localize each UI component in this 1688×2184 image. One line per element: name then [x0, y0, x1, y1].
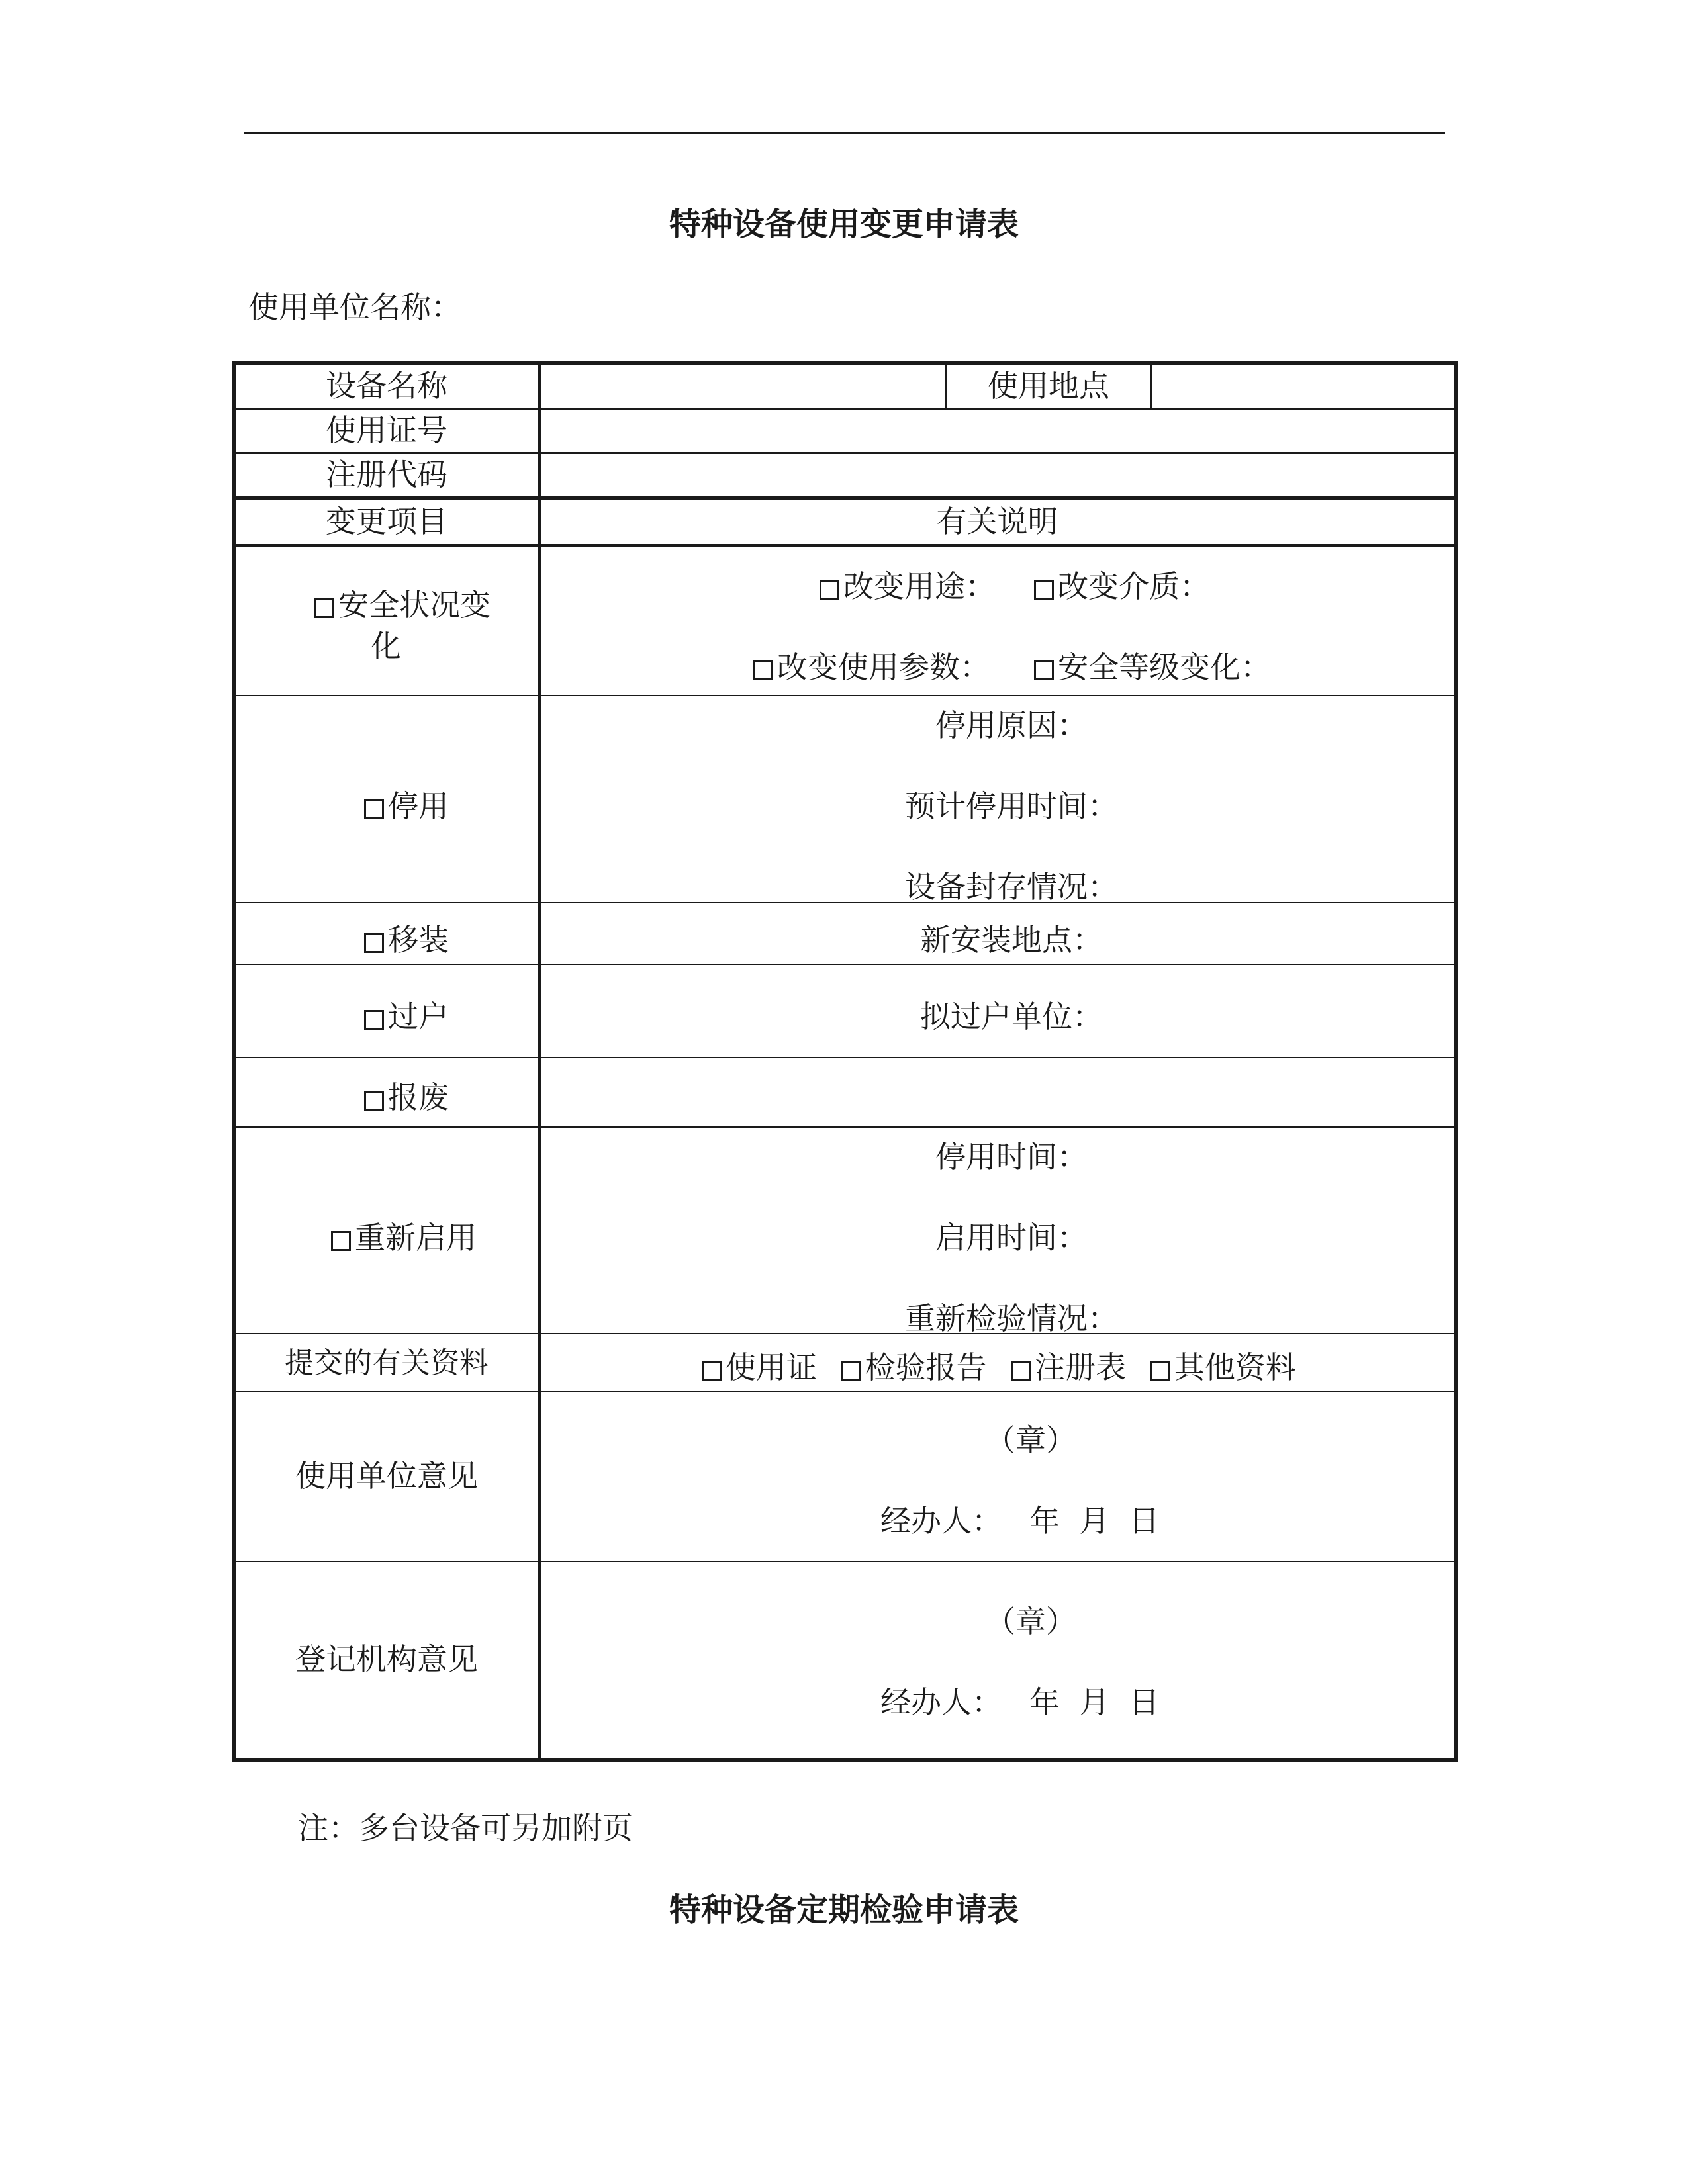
checkbox-icon[interactable]: [364, 933, 384, 953]
transfer-option[interactable]: [364, 993, 449, 1036]
unit-name-label: 使用单位名称：: [248, 289, 461, 325]
use-location-value[interactable]: [1152, 365, 1454, 408]
opt-label: 使用证: [726, 1349, 817, 1385]
opt-label: 安全等级变化：: [1058, 649, 1271, 685]
footnote: 注：多台设备可另加附页: [298, 1810, 633, 1846]
suspend-planned-time: 预计停用时间：: [905, 788, 1118, 824]
opt-registration-form[interactable]: [1011, 1343, 1126, 1387]
opt-label: 改变介质：: [1058, 569, 1210, 604]
header-rule: [244, 132, 1445, 134]
suspend-reason: 停用原因：: [935, 707, 1088, 743]
checkbox-icon[interactable]: [1011, 1361, 1031, 1381]
opt-safety-level[interactable]: [1034, 643, 1271, 687]
restart-option[interactable]: [331, 1214, 477, 1257]
table-border-bottom: [232, 1758, 1458, 1762]
checkbox-icon[interactable]: [702, 1361, 722, 1381]
column-divider: [538, 361, 541, 1762]
scrap-option[interactable]: [364, 1073, 449, 1117]
unit-opinion-handler: 经办人：: [880, 1503, 1002, 1539]
checkbox-icon[interactable]: [364, 799, 384, 819]
checkbox-icon[interactable]: [314, 598, 334, 618]
restart-reinspect: 重新检验情况：: [905, 1300, 1118, 1336]
reg-code-value[interactable]: [541, 454, 1454, 496]
opt-label: 改变使用参数：: [777, 649, 990, 685]
opt-change-purpose[interactable]: [820, 563, 996, 606]
reg-code-label: 注册代码: [326, 457, 447, 493]
use-location-label: 使用地点: [988, 368, 1109, 404]
transfer-label: 过户: [388, 999, 449, 1034]
opt-use-cert[interactable]: [702, 1343, 817, 1387]
registry-opinion-seal: （章）: [985, 1604, 1076, 1639]
checkbox-icon[interactable]: [1034, 580, 1054, 600]
suspend-option[interactable]: [364, 782, 449, 826]
new-unit-label: 拟过户单位：: [920, 999, 1103, 1034]
scrap-label: 报废: [388, 1079, 449, 1115]
safety-change-option[interactable]: [314, 581, 491, 625]
equipment-name-label: 设备名称: [326, 368, 447, 404]
use-cert-value[interactable]: [541, 410, 1454, 452]
page-title: 特种设备使用变更申请表: [669, 206, 1019, 243]
registry-opinion-handler: 经办人：: [880, 1684, 1002, 1720]
opt-label: 注册表: [1035, 1349, 1127, 1385]
opt-label: 检验报告: [865, 1349, 987, 1385]
checkbox-icon[interactable]: [364, 1010, 384, 1030]
restart-start-time: 启用时间：: [935, 1220, 1088, 1255]
relocate-label: 移装: [388, 922, 449, 958]
row-line: [236, 695, 1454, 696]
opt-label: 其他资料: [1174, 1349, 1296, 1385]
row-line: [236, 1126, 1454, 1128]
use-cert-label: 使用证号: [326, 412, 447, 449]
checkbox-icon[interactable]: [753, 660, 773, 680]
restart-stop-time: 停用时间：: [935, 1139, 1088, 1175]
next-form-title: 特种设备定期检验申请表: [669, 1891, 1019, 1929]
row-line: [236, 544, 1454, 547]
checkbox-icon[interactable]: [364, 1091, 384, 1111]
description-header: 有关说明: [936, 503, 1058, 539]
equipment-name-value[interactable]: [541, 365, 945, 408]
row-line: [236, 964, 1454, 965]
opt-change-medium[interactable]: [1034, 563, 1210, 606]
opt-other-docs[interactable]: [1150, 1343, 1296, 1387]
unit-opinion-seal: （章）: [985, 1422, 1076, 1458]
row-line: [236, 1057, 1454, 1058]
opt-change-params[interactable]: [753, 643, 990, 687]
checkbox-icon[interactable]: [820, 580, 839, 600]
relocate-option[interactable]: [364, 916, 449, 960]
submitted-docs-label: 提交的有关资料: [285, 1345, 489, 1380]
table-border-right: [1454, 361, 1458, 1762]
suspend-sealing: 设备封存情况：: [905, 869, 1118, 905]
registry-opinion-date: 年 月 日: [1029, 1684, 1160, 1720]
restart-label: 重新启用: [355, 1220, 477, 1255]
checkbox-icon[interactable]: [841, 1361, 861, 1381]
unit-opinion-label: 使用单位意见: [295, 1458, 478, 1494]
registry-opinion-label: 登记机构意见: [295, 1641, 478, 1678]
safety-change-label: 安全状况变: [338, 587, 491, 623]
opt-label: 改变用途：: [843, 569, 996, 604]
checkbox-icon[interactable]: [331, 1231, 351, 1251]
safety-change-label-cont: 化: [371, 628, 401, 664]
suspend-label: 停用: [388, 788, 449, 824]
change-item-header: 变更项目: [326, 503, 447, 539]
unit-opinion-date: 年 月 日: [1029, 1503, 1160, 1539]
submitted-docs-options: [702, 1343, 1296, 1387]
new-location-label: 新安装地点：: [920, 922, 1103, 958]
checkbox-icon[interactable]: [1034, 660, 1054, 680]
checkbox-icon[interactable]: [1150, 1361, 1170, 1381]
opt-inspection-report[interactable]: [841, 1343, 987, 1387]
